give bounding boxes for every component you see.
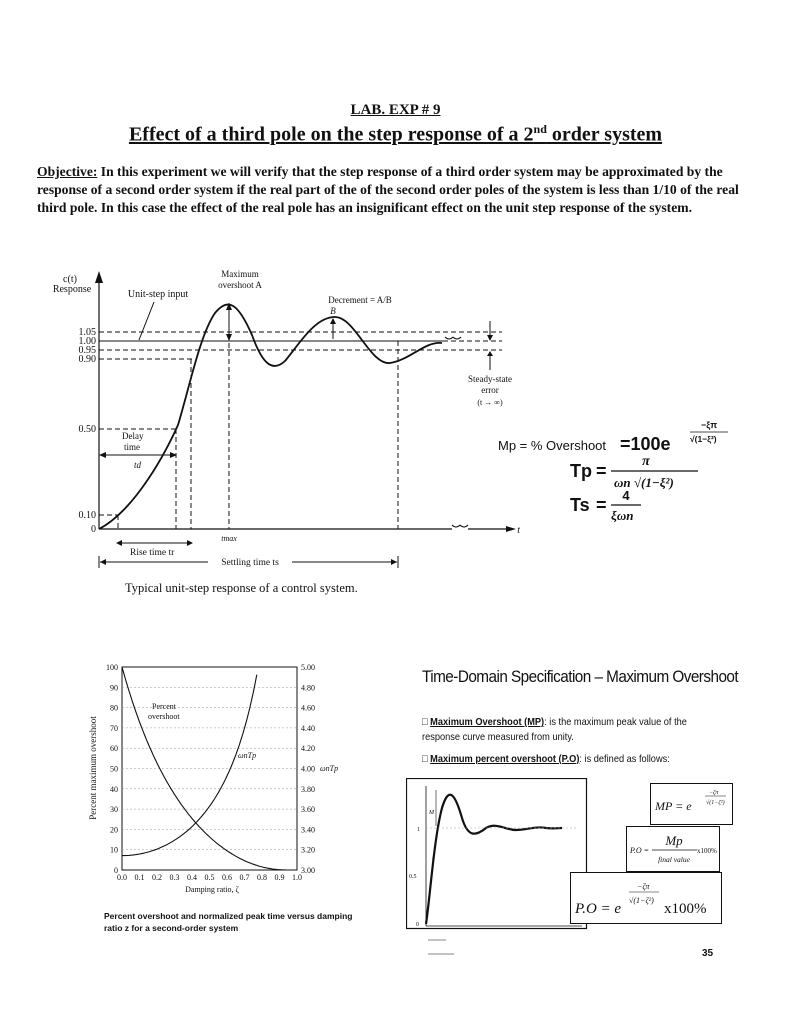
fig2-right-tick: 4.60: [301, 703, 315, 713]
tds-box2-lhs: P.O =: [630, 846, 650, 855]
fig2-left-tick: 80: [110, 703, 118, 713]
main-title-sup: nd: [533, 122, 547, 136]
overshoot-chart: [84, 662, 350, 902]
fig2-x-tick: 0.1: [134, 873, 145, 882]
tds-bullet2-term: Maximum percent overshoot (P.O): [430, 753, 580, 765]
fig2-left-tick: 70: [110, 723, 118, 733]
formula-mp-exp-num: −ξπ: [701, 420, 718, 430]
fig2-x-tick: 0.3: [169, 873, 180, 882]
formula-ts-lhs: Ts: [570, 495, 590, 515]
fig2-right-tick: 3.20: [301, 845, 315, 855]
tds-mini-1-label: 1: [417, 827, 420, 833]
fig1-rise-time: Rise time tr: [130, 548, 175, 558]
objective-paragraph: [37, 163, 752, 217]
fig2-y-left-label: Percent maximum overshoot: [88, 716, 98, 820]
fig1-steady-2: error: [481, 385, 499, 395]
tds-bullet1-term: Maximum Overshoot (MP): [430, 716, 545, 728]
fig2-caption: Percent overshoot and normalized peak time versus damping ratio z for a second-order system: [104, 911, 353, 933]
fig2-x-tick: 0.7: [239, 873, 250, 882]
fig2-right-tick: 5.00: [301, 663, 315, 672]
fig1-t-label: t: [517, 525, 520, 536]
fig2-right-tick: 3.60: [301, 805, 315, 815]
fig2-left-tick: 40: [110, 784, 118, 794]
formula-mp-coef: =100e: [620, 434, 671, 454]
fig1-response-curve: [99, 304, 442, 529]
fig1-tmax: tmax: [221, 534, 237, 543]
formula-ts-num: 4: [622, 488, 630, 503]
fig1-caption: Typical unit-step response of a control system.: [125, 581, 358, 595]
tds-mini-curve: [426, 795, 562, 924]
fig2-left-tick: 90: [110, 683, 118, 693]
svg-text:−ζπ: −ζπ: [637, 882, 650, 891]
tds-bullet-1: [422, 715, 712, 745]
fig1-delay-1: Delay: [122, 431, 144, 441]
main-title-pre: Effect of a third pole on the step response of a 2: [128, 123, 534, 146]
fig2-right-tick: 3.80: [301, 784, 315, 794]
tds-mini-05-label: 0.5: [409, 874, 417, 880]
tds-box-po-ratio: [626, 826, 720, 872]
fig1-axis-break: [452, 525, 468, 527]
svg-text:=: =: [596, 461, 607, 481]
fig2-x-tick: 0.5: [204, 873, 215, 882]
tds-box1-lhs: MP = e: [655, 799, 692, 813]
fig1-tick-090: 0.90: [78, 354, 96, 365]
fig1-delay-3: td: [134, 460, 142, 470]
tds-bullet1-text: : is the maximum peak value of the response curve measured from unity.: [422, 716, 687, 743]
formula-tp-lhs: Tp: [570, 461, 592, 481]
fig2-right-tick: 4.20: [301, 744, 315, 754]
lab-title: LAB. EXP # 9: [350, 102, 441, 118]
fig1-steady-1: Steady-state: [468, 374, 512, 384]
tds-bullet-2: [422, 752, 712, 767]
formula-ts-den: ξωn: [611, 508, 634, 523]
fig2-x-tick: 0.9: [274, 873, 285, 882]
fig2-x-tick: 0.8: [257, 873, 267, 882]
fig2-left-tick: 10: [110, 845, 118, 855]
objective-label: Objective:: [37, 164, 98, 179]
bullet-square-icon: □: [422, 716, 431, 728]
fig2-curve2-label: ωnTp: [238, 751, 257, 760]
fig1-b-label: B: [330, 306, 336, 316]
fig2-curve1-label-1: Percent: [152, 702, 176, 711]
fig1-tick-095: 0.95: [78, 345, 96, 356]
tds-mini-t-label: t: [432, 856, 434, 862]
fig2-left-tick: 30: [110, 805, 118, 815]
step-response-figure: [40, 265, 520, 580]
fig2-right-tick: 3.00: [301, 866, 315, 875]
fig1-steady-3: (t → ∞): [477, 398, 503, 407]
fig1-max-overshoot-1: Maximum: [221, 269, 259, 279]
main-title-post: order system: [546, 123, 663, 146]
fig1-decrement: Decrement = A/B: [328, 295, 392, 305]
fig1-tick-010: 0.10: [78, 510, 96, 521]
tds-box-po-exp: [570, 872, 722, 924]
fig2-curve-peak-time: [122, 675, 257, 856]
fig2-left-tick: 60: [110, 744, 118, 754]
svg-text:−ζπ: −ζπ: [709, 790, 719, 796]
tds-box-mp: [650, 783, 733, 825]
tds-title: Time-Domain Specification – Maximum Overshoot: [422, 667, 739, 686]
tds-box2-rhs: x100%: [697, 847, 717, 855]
formula-tp-den: ωn √(1−ξ²): [614, 475, 674, 490]
fig1-tick-0: 0: [91, 524, 96, 535]
tds-mini-0-label: 0: [416, 922, 419, 928]
objective-text: In this experiment we will verify that the step response of a third order system may be approximated by the response of a second order system if the real part of the of the second order poles of the system is less than 1/10 of the real third pole. In this case the effect of the real pole has an insignificant effect on the unit step response of the system.: [37, 164, 739, 215]
fig2-left-tick: 20: [110, 825, 118, 835]
fig2-right-tick: 4.40: [301, 723, 315, 733]
fig2-x-tick: 0.4: [187, 873, 197, 882]
fig2-left-tick: 0: [114, 866, 118, 875]
fig2-x-tick: 0.2: [152, 873, 162, 882]
fig2-x-tick: 1.0: [292, 873, 302, 882]
tds-mini-m-label: M: [429, 810, 434, 816]
fig2-right-tick: 4.00: [301, 764, 315, 774]
tds-box3-lhs: P.O = e: [575, 901, 622, 917]
fig2-left-tick: 100: [106, 663, 118, 672]
svg-text:√(1−ζ²): √(1−ζ²): [706, 800, 725, 806]
fig2-y-right-label: ωnTp: [320, 764, 339, 773]
fig1-y-arrow: [95, 271, 103, 283]
formula-block: [498, 410, 768, 525]
formula-mp-exp-den: √(1−ξ²): [690, 434, 717, 444]
fig2-x-tick: 0.0: [117, 873, 127, 882]
fig1-delay-2: time: [124, 442, 140, 452]
fig1-settling-time: Settling time ts: [221, 558, 279, 568]
tds-box2-num: Mp: [665, 833, 683, 848]
formula-mp-lhs: Mp = % Overshoot: [498, 438, 607, 453]
tds-mini-plot: [406, 778, 588, 963]
fig2-x-label: Damping ratio, ζ: [185, 885, 239, 894]
svg-text:√(1−ζ²): √(1−ζ²): [629, 896, 654, 905]
fig2-right-tick: 3.40: [301, 825, 315, 835]
tds-box3-rhs: x100%: [664, 901, 707, 917]
fig2-x-tick: 0.6: [222, 873, 232, 882]
svg-text:=: =: [596, 495, 607, 515]
fig1-unit-step-label: Unit-step input: [127, 289, 189, 300]
fig2-left-tick: 50: [110, 764, 118, 774]
fig2-right-tick: 4.80: [301, 683, 315, 693]
fig1-max-overshoot-2: overshoot A: [218, 280, 262, 290]
fig2-curve1-label-2: overshoot: [148, 712, 180, 721]
page-number: 35: [702, 948, 714, 959]
fig1-tick-105: 1.05: [78, 327, 96, 338]
tds-box2-den: final value: [658, 855, 690, 864]
fig1-tick-050: 0.50: [78, 424, 96, 435]
tds-bullet2-text: : is defined as follows:: [579, 753, 670, 765]
bullet-square-icon: □: [422, 753, 431, 765]
fig1-ct-label: c(t): [63, 274, 77, 285]
fig1-tick-100: 1.00: [78, 336, 96, 347]
fig1-level-lines: [99, 303, 502, 529]
formula-tp-num: π: [642, 454, 650, 469]
main-title: [0, 122, 791, 147]
fig1-x-arrow: [506, 526, 516, 532]
fig1-response-label: Response: [52, 284, 92, 295]
